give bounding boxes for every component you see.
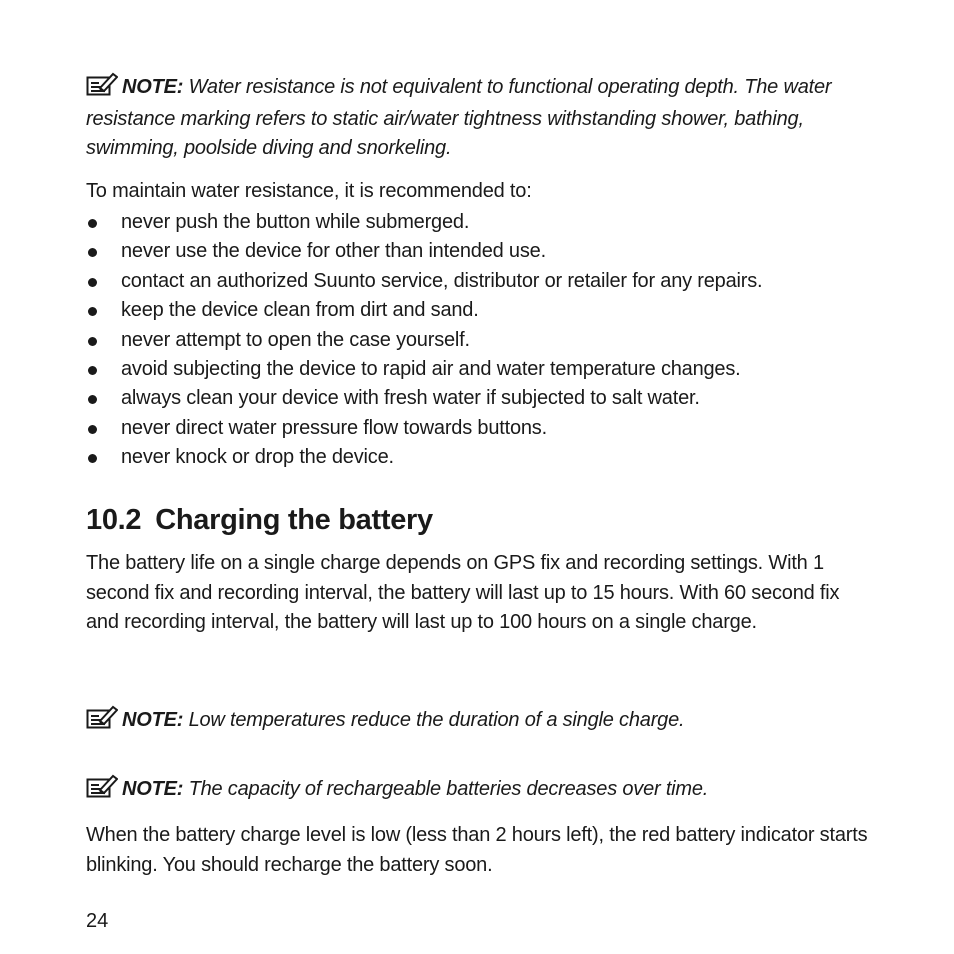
list-item: contact an authorized Suunto service, distributor or retailer for any repairs.	[86, 267, 876, 296]
note-text: Water resistance is not equivalent to functional operating depth. The water resistance marking refers to static air/water tightness withstanding shower, bathing, swimming, poolside diving and snorkeling.	[86, 76, 832, 159]
bullet-icon	[88, 425, 97, 434]
page-number: 24	[86, 910, 109, 932]
note-pencil-icon	[86, 72, 118, 105]
section-number: 10.2	[86, 504, 142, 536]
list-item: never knock or drop the device.	[86, 443, 876, 472]
bullet-icon	[88, 219, 97, 228]
bullet-icon	[88, 454, 97, 463]
intro-paragraph: To maintain water resistance, it is recommended to:	[86, 180, 532, 202]
list-item: never attempt to open the case yourself.	[86, 326, 876, 355]
note-label: NOTE:	[122, 778, 184, 800]
low-battery-paragraph: When the battery charge level is low (less than 2 hours left), the red battery indicator starts blinking. You should recharge the battery soon.	[86, 824, 868, 876]
list-item: always clean your device with fresh water if subjected to salt water.	[86, 384, 876, 413]
note-water-resistance	[86, 72, 876, 163]
section-heading	[86, 500, 433, 540]
section-title: Charging the battery	[155, 504, 433, 536]
list-item: avoid subjecting the device to rapid air and water temperature changes.	[86, 355, 876, 384]
bullet-icon	[88, 307, 97, 316]
bullet-icon	[88, 366, 97, 375]
list-item: never push the button while submerged.	[86, 208, 876, 237]
note-capacity	[86, 774, 876, 807]
bullet-icon	[88, 248, 97, 257]
bullet-icon	[88, 337, 97, 346]
list-item: never use the device for other than intended use.	[86, 237, 876, 266]
bullet-icon	[88, 395, 97, 404]
list-item: never direct water pressure flow towards buttons.	[86, 414, 876, 443]
battery-life-paragraph: The battery life on a single charge depends on GPS fix and recording settings. With 1 second fix and recording interval, the battery will last up to 15 hours. With 60 second fix and recording interval, the battery will last up to 100 hours on a single charge.	[86, 552, 840, 633]
note-low-temperature	[86, 705, 876, 738]
list-item: keep the device clean from dirt and sand.	[86, 296, 876, 325]
bullet-icon	[88, 278, 97, 287]
note-label: NOTE:	[122, 76, 184, 98]
note-text: Low temperatures reduce the duration of a single charge.	[188, 709, 685, 731]
note-pencil-icon	[86, 705, 118, 738]
note-text: The capacity of rechargeable batteries decreases over time.	[188, 778, 709, 800]
note-label: NOTE:	[122, 709, 184, 731]
note-pencil-icon	[86, 774, 118, 807]
recommendation-list	[86, 208, 876, 473]
